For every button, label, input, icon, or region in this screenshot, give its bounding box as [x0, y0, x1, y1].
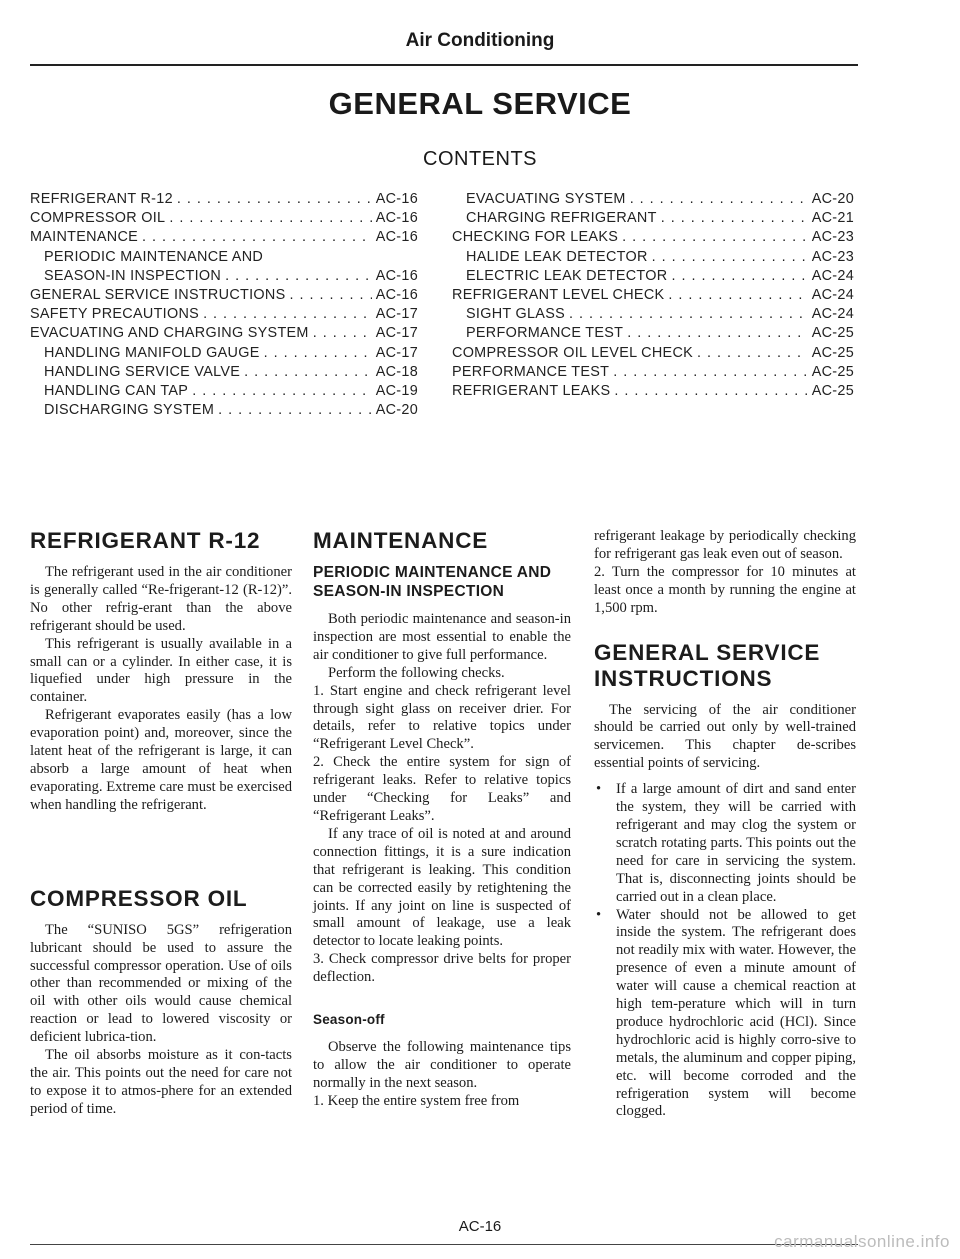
toc-entry — [30, 305, 418, 324]
toc-leader-dots — [661, 209, 808, 228]
toc-entry-label: HALIDE LEAK DETECTOR — [466, 248, 648, 265]
toc-leader-dots — [671, 267, 807, 286]
subheading-periodic: PERIODIC MAINTENANCE AND SEASON-IN INSPECTION — [313, 564, 552, 600]
toc-entry — [30, 267, 418, 286]
toc-entry-page: AC-17 — [375, 344, 418, 361]
toc-entry — [452, 228, 854, 247]
section-heading-general-service-instructions: GENERAL SERVICE INSTRUCTIONS — [594, 639, 821, 691]
toc-entry-label: EVACUATING AND CHARGING SYSTEM — [30, 325, 309, 342]
toc-leader-dots — [614, 382, 807, 401]
paragraph: Observe the following maintenance tips to allow the air conditioner to operate normally in the next season. — [313, 1038, 571, 1091]
toc-entry-page: AC-20 — [811, 191, 854, 207]
page-title: GENERAL SERVICE — [328, 86, 632, 121]
toc-entry — [452, 209, 854, 228]
toc-entry-page: AC-23 — [811, 229, 854, 246]
toc-leader-dots — [244, 363, 372, 382]
contents-heading: CONTENTS — [423, 148, 537, 170]
toc-entry — [452, 305, 854, 324]
toc-left-column — [30, 190, 418, 420]
toc-entry-label: REFRIGERANT LEVEL CHECK — [452, 286, 665, 303]
toc-entry-page: AC-16 — [375, 229, 418, 246]
paragraph: Refrigerant evaporates easily (has a low evaporation point) and, moreover, since the latent heat of the refrigerant is large, it can absorb a large amount of heat when evaporating. Extreme care must be exercised when handling the refrigerant. — [30, 707, 292, 813]
toc-entry — [452, 382, 854, 401]
toc-entry-label: REFRIGERANT R-12 — [30, 191, 173, 207]
toc-entry-label: SIGHT GLASS — [466, 306, 566, 323]
paragraph: 1. Keep the entire system free from — [313, 1092, 520, 1109]
toc-entry-label: HANDLING MANIFOLD GAUGE — [44, 344, 260, 361]
toc-entry-label: SAFETY PRECAUTIONS — [30, 306, 200, 323]
toc-leader-dots — [177, 190, 372, 209]
paragraph: This refrigerant is usually available in a small can or a cylinder. In either case, it is liquefied under high pressure in the container. — [30, 635, 292, 706]
toc-entry-page: AC-25 — [811, 325, 854, 342]
toc-entry — [452, 286, 854, 305]
toc-leader-dots — [313, 324, 372, 343]
top-rule — [30, 64, 858, 66]
section-heading-compressor-oil: COMPRESSOR OIL — [30, 885, 248, 911]
toc-entry — [30, 190, 418, 209]
toc-right-column — [452, 190, 854, 401]
paragraph: Perform the following checks. — [328, 664, 505, 681]
paragraph: The refrigerant used in the air conditioner is generally called “Re-frigerant-12 (R-12)”. No other refrig-erant than the above refrigerant should be used. — [30, 564, 292, 634]
toc-entry-label: CHECKING FOR LEAKS — [452, 229, 619, 246]
paragraph: The servicing of the air conditioner should be carried out only by well-trained servicemen. This chapter de-scribes essential points of servicing. — [594, 701, 856, 772]
toc-entry-page: AC-17 — [375, 325, 418, 342]
toc-leader-dots — [264, 344, 372, 363]
toc-entry — [452, 190, 854, 209]
list-item: • If a large amount of dirt and sand enter the system, they will be carried with refrigerant and may clog the system or scratch rotating parts. This points out the need for care in servicing the system. That is, disconnecting joints should be carried out in a clean place. — [594, 781, 856, 906]
toc-entry-label: COMPRESSOR OIL — [30, 210, 166, 227]
toc-entry-page: AC-25 — [811, 382, 854, 399]
subheading-season-off: Season-off — [313, 1012, 385, 1028]
toc-leader-dots — [142, 228, 372, 247]
toc-entry-page: AC-20 — [375, 402, 418, 419]
toc-entry-label: REFRIGERANT LEAKS — [452, 382, 611, 399]
column-3 — [594, 528, 856, 1121]
toc-entry — [30, 324, 418, 343]
bullet-list — [594, 781, 856, 1121]
toc-entry-page: AC-24 — [811, 306, 854, 323]
toc-entry — [30, 248, 418, 267]
toc-entry — [30, 209, 418, 228]
toc-entry-page: AC-16 — [375, 210, 418, 227]
toc-leader-dots — [225, 267, 372, 286]
toc-entry-label: EVACUATING SYSTEM — [466, 191, 626, 207]
toc-leader-dots — [569, 305, 808, 324]
toc-entry-label: HANDLING CAN TAP — [44, 382, 189, 399]
toc-entry — [30, 228, 418, 247]
section-heading-maintenance: MAINTENANCE — [313, 528, 489, 553]
toc-entry-page: AC-16 — [375, 286, 418, 303]
toc-entry — [30, 401, 418, 420]
list-item: • Water should not be allowed to get inside the system. The refrigerant does not readily mix with water. However, the presence of even a minute amount of water will cause a chemical reaction at high tem-perature which will in turn produce hydrochloric acid (HCl). Since hydrochloric acid is highly corro-sive to metals, the aluminum and copper piping, etc. will become corroded and the refrigeration system will become clogged. — [594, 907, 856, 1122]
toc-entry-label: CHARGING REFRIGERANT — [466, 210, 657, 227]
toc-entry-page: AC-18 — [375, 363, 418, 380]
toc-entry-label: SEASON-IN INSPECTION — [44, 267, 222, 284]
toc-entry-label: DISCHARGING SYSTEM — [44, 402, 215, 419]
toc-entry-page: AC-21 — [811, 210, 854, 227]
toc-entry-page: AC-23 — [811, 248, 854, 265]
toc-entry-label: GENERAL SERVICE INSTRUCTIONS — [30, 286, 286, 303]
toc-leader-dots — [290, 286, 372, 305]
toc-entry-page: AC-25 — [811, 344, 854, 361]
toc-leader-dots — [630, 190, 808, 209]
toc-leader-dots — [218, 401, 372, 420]
toc-entry-page: AC-19 — [375, 382, 418, 399]
toc-entry — [30, 286, 418, 305]
watermark: carmanualsonline.info — [774, 1232, 950, 1251]
toc-entry — [30, 344, 418, 363]
toc-entry-page: AC-16 — [375, 191, 418, 207]
toc-entry-page: AC-16 — [375, 267, 418, 284]
toc-entry-label: HANDLING SERVICE VALVE — [44, 363, 241, 380]
page-number: AC-16 — [458, 1218, 502, 1235]
running-head: Air Conditioning — [405, 30, 555, 51]
paragraph: If any trace of oil is noted at and around connection fittings, it is a sure indication that refrigerant is leaking. This condition can be corrected easily by retightening the joints. If any joint on line is suspected of small amount of leakage, use a leak detector to locate leaking points. — [313, 825, 571, 950]
toc-leader-dots — [622, 228, 808, 247]
column-2 — [313, 528, 571, 1111]
toc-entry-page: AC-17 — [375, 306, 418, 323]
paragraph: Both periodic maintenance and season-in inspection are most essential to enable the air conditioner to give full performance. — [313, 611, 571, 663]
toc-entry — [452, 324, 854, 343]
toc-entry-label: PERFORMANCE TEST — [452, 363, 610, 380]
toc-entry — [452, 267, 854, 286]
toc-entry-label: COMPRESSOR OIL LEVEL CHECK — [452, 344, 694, 361]
paragraph: The “SUNISO 5GS” refrigeration lubricant should be used to assure the successful compressor operation. Use of oils other than recommended or mixing of the oil with other oils would cause chemical reaction or lead to lowered viscosity or deficient lubrica-tion. — [30, 921, 292, 1046]
paragraph: 2. Turn the compressor for 10 minutes at least once a month by running the engine at 1,500 rpm. — [594, 563, 856, 616]
paragraph: 3. Check compressor drive belts for proper deflection. — [313, 951, 571, 986]
toc-leader-dots — [627, 324, 807, 343]
toc-entry-label: PERIODIC MAINTENANCE AND — [44, 248, 264, 265]
toc-entry-label: PERFORMANCE TEST — [466, 325, 624, 342]
toc-entry — [452, 344, 854, 363]
toc-leader-dots — [169, 209, 371, 228]
toc-entry-page: AC-24 — [811, 286, 854, 303]
paragraph: refrigerant leakage by periodically checking for refrigerant gas leak even out of season. — [594, 528, 856, 562]
toc-entry-page: AC-25 — [811, 363, 854, 380]
column-1 — [30, 528, 292, 1119]
toc-leader-dots — [203, 305, 372, 324]
paragraph: 1. Start engine and check refrigerant level through sight glass on receiver drier. For details, refer to relative topics under “Refrigerant Level Check”. — [313, 682, 571, 753]
toc-leader-dots — [652, 248, 808, 267]
toc-leader-dots — [192, 382, 372, 401]
toc-leader-dots — [697, 344, 808, 363]
paragraph: 2. Check the entire system for sign of refrigerant leaks. Refer to relative topics under “Checking for Leaks” and “Refrigerant Leaks”. — [313, 754, 571, 824]
toc-leader-dots — [613, 363, 807, 382]
paragraph: The oil absorbs moisture as it con-tacts the air. This points out the need for care not to expose it to atmos-phere for an extended period of time. — [30, 1047, 292, 1117]
toc-entry-label: MAINTENANCE — [30, 229, 139, 246]
toc-leader-dots — [668, 286, 807, 305]
toc-entry — [452, 363, 854, 382]
toc-entry-page: AC-24 — [811, 267, 854, 284]
toc-entry — [452, 248, 854, 267]
toc-entry — [30, 363, 418, 382]
toc-entry-label: ELECTRIC LEAK DETECTOR — [466, 267, 668, 284]
section-heading-refrigerant: REFRIGERANT R-12 — [30, 528, 261, 553]
toc-entry — [30, 382, 418, 401]
